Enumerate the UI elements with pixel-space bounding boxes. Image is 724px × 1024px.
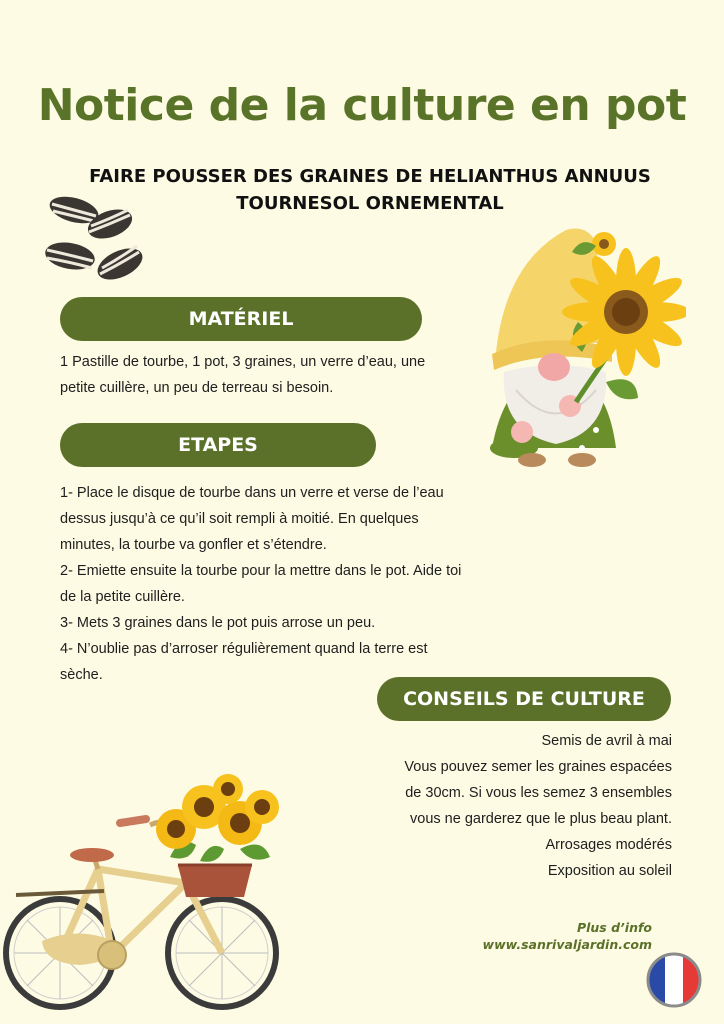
- conseils-text: [404, 728, 672, 884]
- etapes-text: [60, 480, 520, 688]
- more-info: [483, 919, 652, 953]
- basket-sunflower-5: [213, 774, 243, 804]
- etapes-line: minutes, la tourbe va gonfler et s’étendre.: [60, 537, 327, 553]
- etapes-line: 3- Mets 3 graines dans le pot puis arrose un peu.: [60, 615, 376, 631]
- materiel-line: petite cuillère, un peu de terreau si besoin.: [60, 380, 334, 396]
- conseils-line: Arrosages modérés: [545, 837, 672, 853]
- gnome-with-sunflower-illustration: [486, 222, 686, 470]
- page-title: Notice de la culture en pot: [37, 80, 687, 131]
- seed-3: [43, 239, 97, 273]
- materiel-line: 1 Pastille de tourbe, 1 pot, 3 graines, un verre d’eau, une: [60, 354, 426, 370]
- conseils-line: Vous pouvez semer les graines espacées: [404, 759, 672, 775]
- etapes-line: 1- Place le disque de tourbe dans un verre et verse de l’eau: [60, 485, 444, 501]
- etapes-line: dessus jusqu’à ce qu’il soit rempli à moitié. En quelques: [60, 511, 419, 527]
- seed-4: [93, 242, 147, 286]
- conseils-heading: CONSEILS DE CULTURE: [377, 677, 671, 721]
- sunflower-seeds-illustration: [38, 188, 154, 288]
- bicycle-with-sunflower-basket-illustration: [0, 765, 285, 1024]
- materiel-heading: MATÉRIEL: [60, 297, 422, 341]
- etapes-line: sèche.: [60, 667, 103, 683]
- conseils-line: Semis de avril à mai: [541, 733, 672, 749]
- etapes-heading: ETAPES: [60, 423, 376, 467]
- french-flag-icon: [645, 951, 703, 1009]
- flower-basket: [178, 865, 252, 897]
- conseils-line: de 30cm. Si vous les semez 3 ensembles: [405, 785, 672, 801]
- etapes-line: 2- Emiette ensuite la tourbe pour la mettre dans le pot. Aide toi: [60, 563, 462, 579]
- subtitle-line-1: FAIRE POUSSER DES GRAINES DE HELIANTHUS ANNUUS: [89, 166, 651, 187]
- basket-sunflowers: [156, 774, 279, 862]
- basket-sunflower-4: [245, 790, 279, 824]
- more-info-label: Plus d’info: [576, 920, 652, 935]
- subtitle-line-2: TOURNESOL ORNEMENTAL: [236, 193, 504, 214]
- etapes-line: de la petite cuillère.: [60, 589, 185, 605]
- etapes-line: 4- N’oublie pas d’arroser régulièrement quand la terre est: [60, 641, 428, 657]
- conseils-line: Exposition au soleil: [547, 863, 672, 879]
- conseils-line: vous ne garderez que le plus beau plant.: [410, 811, 672, 827]
- materiel-text: [60, 349, 480, 401]
- website-link[interactable]: www.sanrivaljardin.com: [482, 937, 652, 952]
